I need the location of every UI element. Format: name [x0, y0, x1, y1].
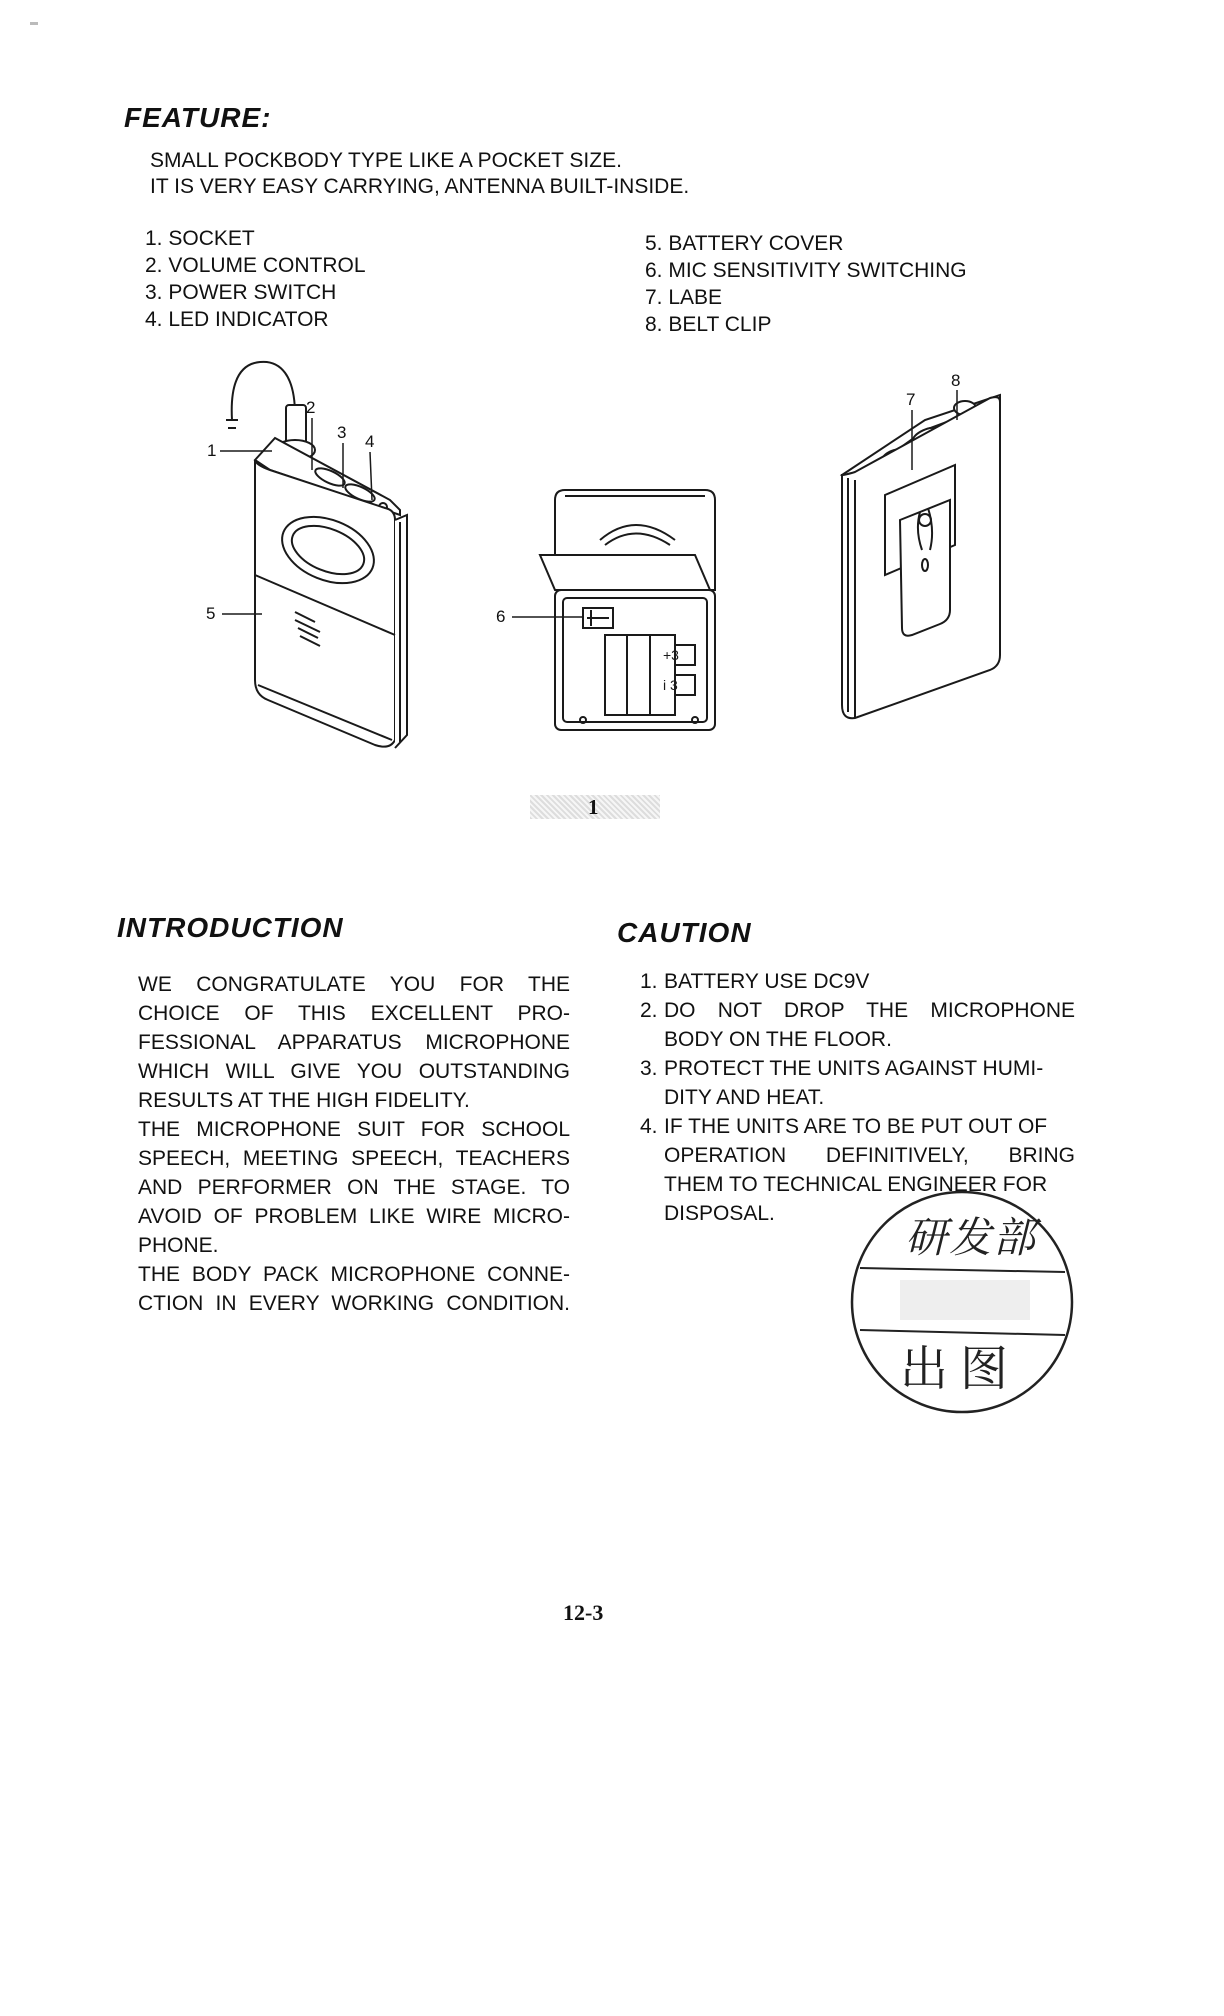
callout-7: 7 [906, 390, 916, 409]
callout-4: 4 [365, 432, 375, 451]
feature-heading: FEATURE: [124, 102, 272, 133]
callout-2: 2 [306, 398, 316, 417]
introduction-line: CTION IN EVERY WORKING CONDITION. [138, 1292, 570, 1315]
caution-item-line: OPERATION DEFINITIVELY, BRING [664, 1144, 1075, 1167]
introduction-line: SPEECH, MEETING SPEECH, TEACHERS [138, 1147, 570, 1170]
introduction-line: FESSIONAL APPARATUS MICROPHONE [138, 1031, 570, 1054]
introduction-body [138, 970, 570, 1318]
introduction-line: CHOICE OF THIS EXCELLENT PRO- [138, 1002, 570, 1025]
callout-leaders [0, 0, 1224, 800]
introduction-line: AVOID OF PROBLEM LIKE WIRE MICRO- [138, 1205, 570, 1228]
figure-caption [530, 795, 660, 819]
caution-item-line: PROTECT THE UNITS AGAINST HUMI- [664, 1057, 1044, 1080]
caution-item-number: 2. [640, 999, 658, 1022]
caution-item [640, 996, 1075, 1054]
introduction-line: WE CONGRATULATE YOU FOR THE [138, 973, 570, 996]
introduction-line: WHICH WILL GIVE YOU OUTSTANDING [138, 1060, 570, 1083]
feature-item: 1. SOCKET [145, 227, 255, 250]
feature-item: 4. LED INDICATOR [145, 308, 329, 331]
introduction-line: THE MICROPHONE SUIT FOR SCHOOL [138, 1118, 570, 1141]
feature-desc-line: SMALL POCKBODY TYPE LIKE A POCKET SIZE. [150, 149, 622, 172]
callout-5: 5 [206, 604, 216, 623]
callout-6: 6 [496, 607, 506, 626]
introduction-line: PHONE. [138, 1234, 219, 1257]
caution-item-line: DITY AND HEAT. [664, 1086, 825, 1109]
feature-item: 2. VOLUME CONTROL [145, 254, 366, 277]
caution-item-line: THEM TO TECHNICAL ENGINEER FOR [664, 1173, 1048, 1196]
svg-text:i 3: i 3 [663, 677, 678, 693]
caution-item-number: 4. [640, 1115, 658, 1138]
caution-item-number: 1. [640, 970, 658, 993]
introduction-line: THE BODY PACK MICROPHONE CONNE- [138, 1263, 570, 1286]
feature-item: 8. BELT CLIP [645, 313, 772, 336]
feature-desc-line: IT IS VERY EASY CARRYING, ANTENNA BUILT-INSIDE. [150, 175, 690, 198]
caution-item-line: BATTERY USE DC9V [664, 970, 870, 993]
caution-item-line: IF THE UNITS ARE TO BE PUT OUT OF [664, 1115, 1048, 1138]
caution-item-line: BODY ON THE FLOOR. [664, 1028, 892, 1051]
introduction-line: RESULTS AT THE HIGH FIDELITY. [138, 1089, 470, 1112]
feature-item: 5. BATTERY COVER [645, 232, 844, 255]
caution-item [640, 1054, 1075, 1112]
callout-8: 8 [951, 371, 961, 390]
caution-item-line: DO NOT DROP THE MICROPHONE [664, 999, 1075, 1022]
svg-text:+3: +3 [663, 647, 679, 663]
feature-item: 3. POWER SWITCH [145, 281, 337, 304]
feature-item: 7. LABE [645, 286, 723, 309]
introduction-heading: INTRODUCTION [117, 912, 344, 943]
callout-3: 3 [337, 423, 347, 442]
stamp-top-text: 研发部 [905, 1213, 1038, 1262]
caution-item [640, 967, 1075, 996]
callout-1: 1 [207, 441, 217, 460]
caution-heading: CAUTION [617, 917, 752, 948]
figure-caption-number: 1 [588, 795, 599, 819]
caution-item-line: DISPOSAL. [664, 1202, 775, 1225]
introduction-line: AND PERFORMER ON THE STAGE. TO [138, 1176, 570, 1199]
feature-item: 6. MIC SENSITIVITY SWITCHING [645, 259, 967, 282]
caution-item-number: 3. [640, 1057, 658, 1080]
stamp-bottom-text: 出图 [900, 1341, 1021, 1397]
page-number: 12-3 [563, 1600, 604, 1625]
